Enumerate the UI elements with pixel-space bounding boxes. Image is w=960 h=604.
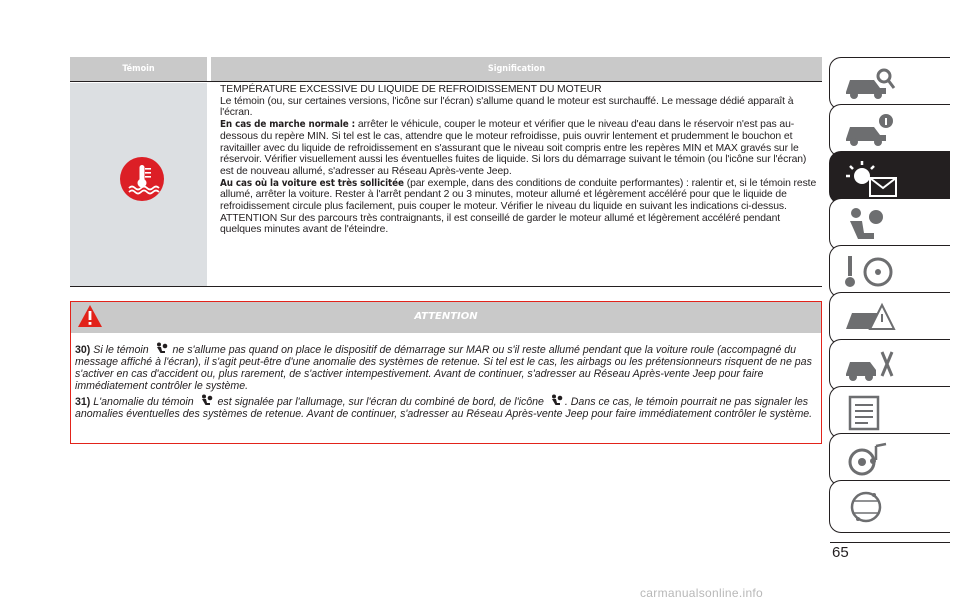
table-top-rule (70, 81, 822, 82)
index-letters-icon (840, 487, 900, 527)
note-31 (75, 394, 815, 420)
tab-car-info[interactable] (829, 104, 950, 157)
note-31-text-b: est signalée par l'allumage, sur l'écran du combiné de bord, de l'icône (214, 396, 547, 409)
paragraph-heavy-use (220, 178, 822, 213)
attention-box (70, 301, 822, 444)
page-number-rule (830, 542, 950, 543)
car-info-icon (840, 111, 900, 151)
warning-title: TEMPÉRATURE EXCESSIVE DU LIQUIDE DE REFROIDISSEMENT DU MOTEUR (220, 84, 602, 95)
warning-light-cell (70, 83, 207, 286)
paragraph-normal-driving (220, 119, 822, 178)
note-30-text-b: ne s'allume pas quand on place le dispositif de démarrage sur MAR ou s'il reste allumé pendant que la voiture roule (accompagné du message affiché à l'écran), il s'agit peut-être d'une anomalie des systèmes de retenue. Si tel est le cas, les airbags ou les prétensionneurs risquent de ne pas s'activer en cas d'accident ou, plus rarement, de s'activer intempestivement. Avant de continuer, s'adresser au Réseau Après-vente Jeep pour faire immédiatement contrôler le système. (75, 344, 812, 393)
note-30 (75, 342, 815, 392)
heavy-use-text: (par exemple, dans des conditions de conduite performantes) : ralentir et, si le témoin reste allumé, arrêter la voiture. Rester à l'arrêt pendant 2 ou 3 minutes, moteur allumé et légèrement accéléré pour que le liquide de refroidissement circule plus facilement, puis couper le moteur. Vérifier le niveau du liquide en suivant les indications ci-dessus. (220, 177, 817, 213)
road-warning-icon (840, 299, 900, 339)
signification-text (220, 84, 822, 236)
tab-road-warning[interactable] (829, 292, 950, 345)
attention-body (75, 342, 815, 423)
airbag-icon (199, 394, 213, 408)
tab-car-tools[interactable] (829, 339, 950, 392)
attention-title: ATTENTION (414, 311, 478, 322)
car-search-icon (840, 64, 900, 104)
airbag-icon (549, 394, 563, 408)
tab-media[interactable] (829, 433, 950, 486)
tab-steering-wheel[interactable] (829, 245, 950, 298)
table-header (70, 57, 822, 81)
checklist-icon (840, 393, 900, 433)
seat-safety-icon (840, 205, 900, 245)
car-tools-icon (840, 346, 900, 386)
attention-header (71, 302, 821, 333)
paragraph-attention-note: ATTENTION Sur des parcours très contraignants, il est conseillé de garder le moteur allumé et légèrement accéléré pendant quelques minutes avant de l'éteindre. (220, 212, 781, 236)
steering-wheel-icon (840, 252, 900, 292)
normal-driving-heading: En cas de marche normale : (220, 119, 356, 131)
table-bottom-rule (70, 286, 822, 287)
heavy-use-heading: Au cas où la voiture est très sollicitée (220, 177, 404, 189)
note-31-text-c: . Dans ce cas, le témoin pourrait ne pas signaler les anomalies éventuelles des systèmes de retenue. Avant de continuer, s'adresser au Réseau Après-vente Jeep pour faire immédiatement contrôler le système. (75, 396, 813, 421)
column-header-temoin: Témoin (70, 57, 207, 81)
warning-lights-icon (840, 158, 900, 198)
tab-index[interactable] (829, 480, 950, 533)
note-30-number: 30) (75, 344, 91, 356)
tab-warning-lights[interactable] (829, 151, 950, 204)
coolant-temperature-warning-icon (120, 157, 164, 201)
note-30-text-a: Si le témoin (90, 344, 152, 356)
note-31-number: 31) (75, 396, 91, 409)
tab-checklist[interactable] (829, 386, 950, 439)
airbag-icon (154, 342, 168, 356)
media-icon (840, 440, 900, 480)
tab-car-search[interactable] (829, 57, 950, 110)
note-31-text-a: L'anomalie du témoin (90, 396, 197, 409)
watermark: carmanualsonline.info (640, 586, 764, 600)
column-header-signification: Signification (211, 57, 822, 81)
normal-driving-text: arrêter le véhicule, couper le moteur et vérifier que le niveau d'eau dans le réservoir n'est pas au-dessous du repère MIN. Si tel est le cas, attendre que le moteur refroidisse, puis ouvrir lentement et prudemment le bouchon et ravitailler avec du liquide de refroidissement en s'assurant que le niveau soit compris entre les repères MIN et MAX gravés sur le réservoir. Vérifier visuellement aussi les éventuelles fuites de liquide. Si lors du démarrage suivant le témoin (ou l'icône sur l'écran) est de nouveau allumé, s'adresser au Réseau Après-vente Jeep. (220, 119, 807, 177)
paragraph-intro: Le témoin (ou, sur certaines versions, l'icône sur l'écran) s'allume quand le moteur est surchauffé. Le message dédié apparaît à l'écran. (220, 95, 794, 119)
page-number: 65 (832, 544, 849, 561)
tab-seat-safety[interactable] (829, 198, 950, 251)
